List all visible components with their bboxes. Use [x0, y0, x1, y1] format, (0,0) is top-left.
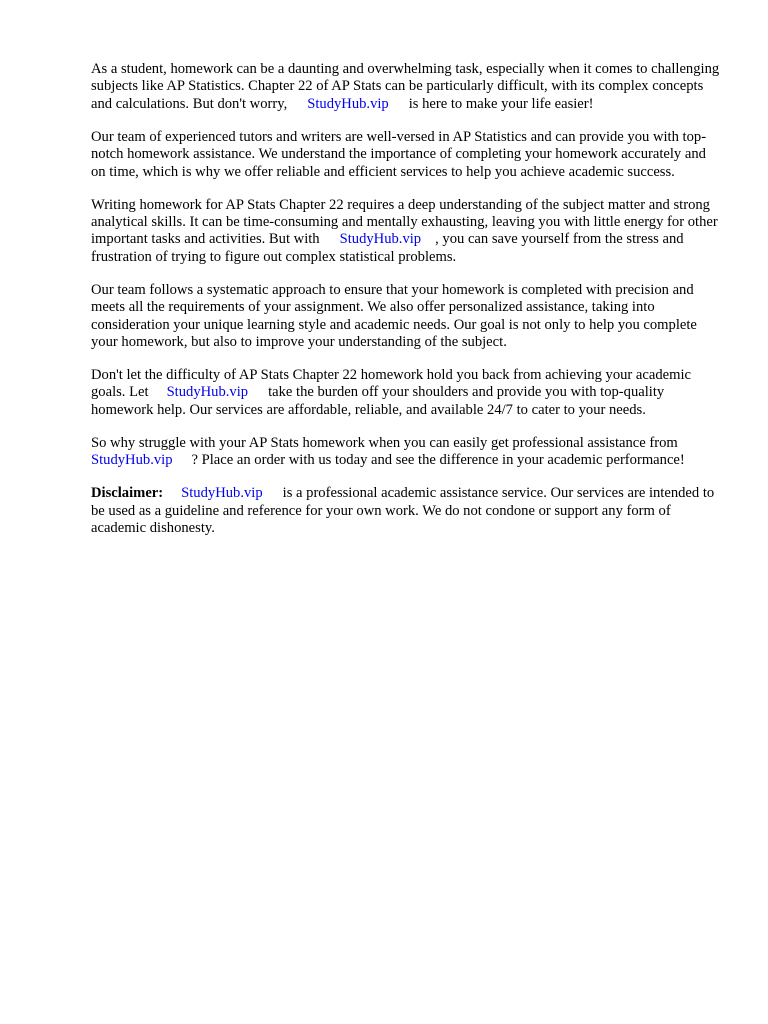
- document-body: [91, 61, 723, 553]
- paragraph-approach: [91, 282, 723, 352]
- paragraph-text: Our team of experienced tutors and writers are well-versed in AP Statistics and can provide you with top-notch homework assistance. We understand the importance of completing your homework accurately and on time, which is why we offer reliable and efficient services to help you achieve academic success.: [91, 128, 707, 180]
- paragraph-disclaimer: [91, 485, 723, 537]
- studyhub-link[interactable]: StudyHub.vip: [339, 231, 422, 248]
- studyhub-link[interactable]: StudyHub.vip: [166, 384, 249, 401]
- paragraph-intro: [91, 61, 723, 113]
- disclaimer-label: Disclaimer:: [91, 485, 164, 502]
- paragraph-text: ? Place an order with us today and see the difference in your academic performance!: [191, 452, 685, 469]
- studyhub-link[interactable]: StudyHub.vip: [91, 452, 173, 469]
- paragraph-writing: [91, 197, 723, 267]
- paragraph-text: So why struggle with your AP Stats homework when you can easily get professional assistance from: [91, 434, 678, 451]
- paragraph-difficulty: [91, 367, 723, 419]
- paragraph-text: is a professional academic assistance service. Our services are intended to be used as a guideline and reference for your own work. We do not condone or support any form of academic dishonesty.: [91, 485, 715, 537]
- paragraph-text: take the burden off your shoulders and provide you with top-quality homework help. Our services are affordable, reliable, and available 24/7 to cater to your needs.: [91, 384, 665, 418]
- studyhub-link[interactable]: StudyHub.vip: [181, 485, 263, 502]
- paragraph-text: Don't let the difficulty of AP Stats Chapter 22 homework hold you back from achieving your academic goals. Let: [91, 367, 692, 401]
- paragraph-struggle: [91, 435, 723, 470]
- paragraph-text: is here to make your life easier!: [408, 95, 594, 112]
- paragraph-text: , you can save yourself from the stress and frustration of trying to figure out complex statistical problems.: [91, 231, 684, 265]
- studyhub-link[interactable]: StudyHub.vip: [307, 95, 389, 112]
- paragraph-team: [91, 129, 723, 181]
- paragraph-text: As a student, homework can be a daunting and overwhelming task, especially when it comes to challenging subjects like AP Statistics. Chapter 22 of AP Stats can be particularly difficult, with its complex concepts and calculations. But don't worry,: [91, 61, 720, 112]
- paragraph-text: Writing homework for AP Stats Chapter 22 requires a deep understanding of the subject matter and strong analytical skills. It can be time-consuming and mentally exhausting, leaving you with little energy for other important tasks and activities. But with: [91, 196, 718, 248]
- paragraph-text: Our team follows a systematic approach to ensure that your homework is completed with precision and meets all the requirements of your assignment. We also offer personalized assistance, taking into consideration your unique learning style and academic needs. Our goal is not only to help you complete your homework, but also to improve your understanding of the subject.: [91, 281, 697, 351]
